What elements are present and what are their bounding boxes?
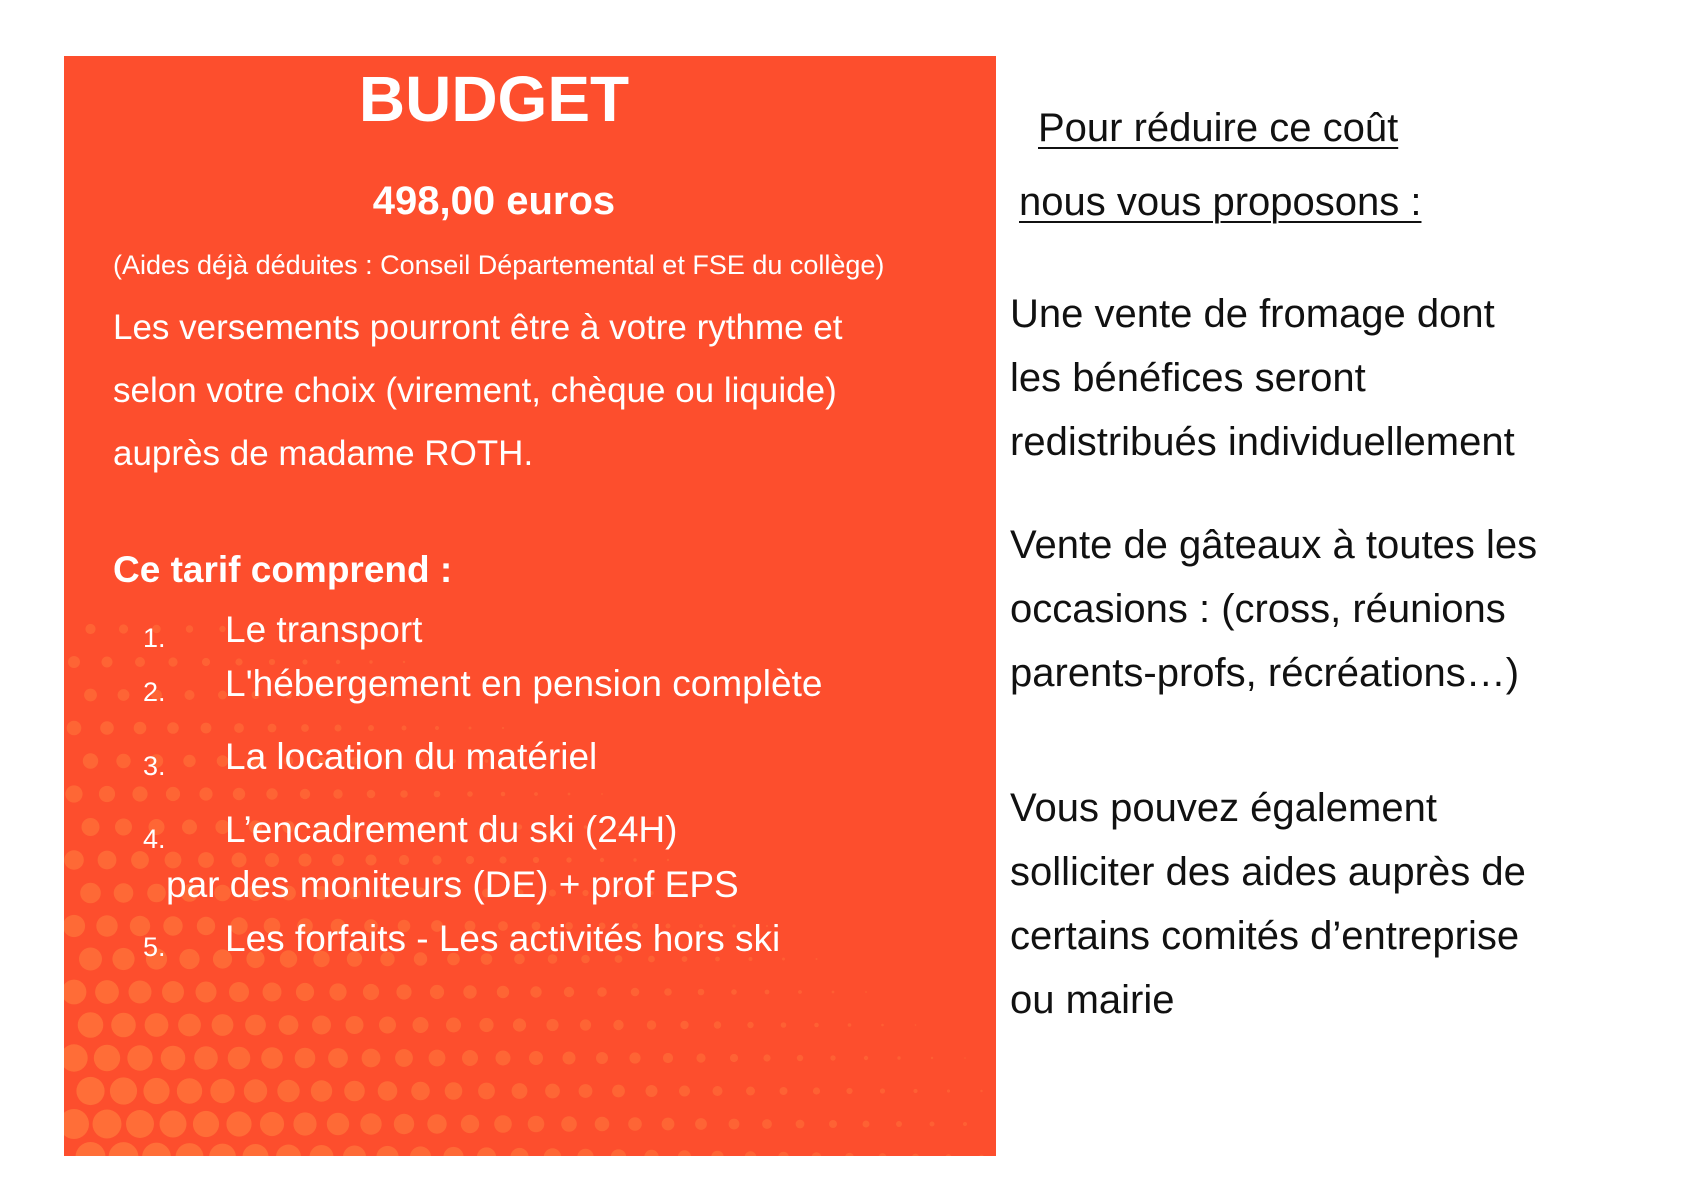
halftone-dot — [178, 1014, 201, 1037]
proposal-line: redistribués individuellement — [1010, 420, 1515, 464]
halftone-dot — [65, 785, 82, 802]
halftone-dot — [812, 1152, 822, 1156]
halftone-dot — [529, 1051, 543, 1065]
list-item: Les forfaits - Les activités hors ski — [225, 918, 781, 959]
halftone-dot — [763, 1054, 770, 1061]
halftone-dot — [163, 916, 182, 935]
halftone-dot — [429, 1050, 446, 1067]
halftone-dot — [182, 820, 197, 835]
halftone-dot — [848, 1023, 852, 1027]
halftone-dot — [980, 1090, 982, 1092]
halftone-dot — [167, 722, 179, 734]
halftone-dot — [395, 1049, 413, 1067]
halftone-dot — [445, 1082, 463, 1100]
halftone-dot — [814, 1023, 819, 1028]
halftone-dot — [566, 857, 571, 862]
halftone-dot — [478, 1083, 495, 1100]
halftone-dot — [363, 984, 379, 1000]
halftone-dot — [544, 1148, 561, 1156]
halftone-dot — [601, 793, 603, 795]
halftone-dot — [496, 1051, 511, 1066]
halftone-dot — [729, 1119, 740, 1130]
halftone-dot — [116, 754, 130, 768]
halftone-dot — [931, 1057, 933, 1059]
halftone-dot — [343, 1146, 366, 1157]
halftone-dot — [946, 1154, 952, 1156]
halftone-dot — [612, 1085, 625, 1098]
halftone-dot — [402, 726, 407, 731]
halftone-dot — [243, 1144, 269, 1156]
halftone-dot — [76, 1077, 104, 1105]
halftone-dot — [881, 1024, 884, 1027]
halftone-dot — [813, 1087, 820, 1094]
halftone-dot — [462, 1050, 478, 1066]
halftone-dot — [713, 1086, 723, 1096]
halftone-dot — [98, 851, 117, 870]
halftone-dot — [210, 1079, 234, 1103]
halftone-dot — [114, 883, 134, 903]
halftone-dot — [100, 721, 114, 735]
halftone-dot — [879, 1153, 887, 1156]
proposal-cheese-sale — [1010, 282, 1515, 474]
halftone-dot — [947, 1089, 950, 1092]
halftone-dot — [335, 725, 342, 732]
halftone-dot — [212, 1014, 234, 1036]
halftone-dot — [311, 1080, 332, 1101]
halftone-dot — [746, 1087, 755, 1096]
halftone-dot — [333, 789, 342, 798]
payment-line: auprès de madame ROTH. — [113, 434, 534, 473]
halftone-dot — [367, 790, 376, 799]
halftone-dot — [228, 1047, 251, 1070]
halftone-dot — [580, 1019, 591, 1030]
halftone-dot — [897, 1056, 900, 1059]
halftone-dot — [663, 1053, 673, 1063]
proposal-line: les bénéfices seront — [1010, 356, 1366, 400]
halftone-dot — [680, 1021, 688, 1029]
halftone-dot — [260, 1112, 284, 1136]
halftone-dot — [360, 1113, 381, 1134]
halftone-dot — [142, 1143, 171, 1156]
halftone-dot — [82, 818, 100, 836]
halftone-dot — [463, 985, 476, 998]
halftone-dot — [596, 1052, 608, 1064]
halftone-dot — [186, 625, 193, 632]
halftone-dot — [698, 989, 705, 996]
halftone-dot — [244, 1079, 267, 1102]
halftone-dot — [127, 1045, 152, 1070]
halftone-dot — [162, 981, 184, 1003]
halftone-dot — [494, 1115, 512, 1133]
payment-text — [113, 296, 843, 485]
halftone-dot — [312, 1016, 331, 1035]
halftone-dot — [628, 1117, 642, 1131]
halftone-dot — [979, 1155, 984, 1156]
halftone-dot — [467, 791, 473, 797]
halftone-dot — [199, 787, 212, 800]
halftone-dot — [564, 987, 574, 997]
halftone-dot — [745, 1151, 757, 1156]
halftone-dot — [119, 624, 128, 633]
halftone-dot — [346, 1016, 364, 1034]
halftone-dot — [434, 791, 441, 798]
proposal-line: Vente de gâteaux à toutes les — [1010, 523, 1538, 567]
halftone-dot — [446, 1018, 461, 1033]
halftone-dot — [296, 983, 314, 1001]
halftone-dot — [201, 723, 212, 734]
halftone-dot — [194, 1046, 218, 1070]
halftone-dot — [132, 786, 147, 801]
halftone-dot — [327, 1113, 349, 1135]
halftone-dot — [177, 1078, 202, 1103]
halftone-dot — [293, 1112, 316, 1135]
halftone-dot — [166, 787, 180, 801]
halftone-dot — [115, 819, 132, 836]
proposal-line: Vous pouvez également — [1010, 786, 1437, 830]
halftone-dot — [396, 984, 411, 999]
halftone-dot — [469, 727, 472, 730]
halftone-dot — [368, 725, 374, 731]
halftone-dot — [667, 859, 669, 861]
proposal-line: parents-profs, récréations…) — [1010, 651, 1520, 695]
halftone-dot — [410, 1146, 431, 1156]
halftone-dot — [546, 1019, 558, 1031]
halftone-dot — [135, 657, 145, 667]
halftone-dot — [147, 884, 166, 903]
halftone-dot — [830, 1055, 835, 1060]
halftone-dot — [696, 1053, 705, 1062]
halftone-dot — [64, 915, 85, 937]
halftone-dot — [93, 1110, 122, 1139]
halftone-dot — [376, 1146, 398, 1156]
halftone-dot — [413, 1017, 429, 1033]
halftone-dot — [96, 915, 117, 936]
halftone-dot — [379, 1017, 396, 1034]
halftone-dot — [678, 1150, 691, 1156]
halftone-dot — [79, 948, 102, 971]
halftone-dot — [499, 856, 506, 863]
halftone-dot — [233, 788, 245, 800]
list-item: La location du matériel — [225, 736, 598, 777]
halftone-dot — [310, 1145, 334, 1156]
halftone-dot — [268, 724, 277, 733]
halftone-dot — [394, 1114, 414, 1134]
halftone-dot — [477, 1147, 496, 1156]
halftone-dot — [209, 1144, 236, 1156]
halftone-dot — [613, 1020, 623, 1030]
halftone-dot — [913, 1089, 917, 1093]
halftone-dot — [865, 991, 867, 993]
halftone-dot — [185, 690, 195, 700]
halftone-dot — [479, 1018, 493, 1032]
payment-line: Les versements pourront être à votre rythme et — [113, 308, 843, 347]
halftone-dot — [780, 1087, 788, 1095]
proposal-cake-sale — [1010, 513, 1537, 705]
halftone-dot — [64, 1044, 88, 1071]
halftone-dot — [778, 1152, 789, 1156]
halftone-dot — [129, 981, 152, 1004]
halftone-dot — [68, 656, 80, 668]
halftone-dot — [533, 857, 539, 863]
halftone-dot — [261, 1047, 283, 1069]
halftone-dot — [646, 1085, 658, 1097]
halftone-dot — [110, 1077, 137, 1104]
budget-panel — [64, 56, 996, 1156]
halftone-dot — [880, 1088, 885, 1093]
halftone-dot — [461, 1115, 479, 1133]
halftone-dot — [160, 1111, 187, 1138]
halftone-dot — [863, 1121, 870, 1128]
proposal-line: certains comités d’entreprise — [1010, 914, 1520, 958]
halftone-dot — [134, 722, 147, 735]
halftone-dot — [662, 1118, 675, 1131]
halftone-dot — [179, 949, 199, 969]
halftone-dot — [95, 980, 119, 1004]
halftone-dot — [126, 1110, 154, 1138]
halftone-dot — [915, 1024, 917, 1026]
reduce-heading-line1: Pour réduire ce coût — [1038, 106, 1399, 150]
halftone-dot — [229, 982, 249, 1002]
list-item: L’encadrement du ski (24H) — [225, 809, 678, 850]
halftone-dot — [832, 991, 835, 994]
halftone-dot — [443, 1147, 463, 1156]
halftone-dot — [631, 988, 640, 997]
halftone-dot — [563, 1052, 576, 1065]
halftone-dot — [679, 1086, 690, 1097]
halftone-dot — [731, 989, 737, 995]
list-item-number: 5. — [143, 932, 166, 962]
halftone-dot — [796, 1120, 805, 1129]
proposal-line: occasions : (cross, réunions — [1010, 587, 1506, 631]
halftone-dot — [816, 958, 818, 960]
halftone-dot — [530, 986, 541, 997]
halftone-dot — [829, 1120, 837, 1128]
halftone-dot — [595, 1117, 610, 1132]
halftone-dot — [497, 986, 509, 998]
halftone-dot — [765, 990, 770, 995]
reduce-heading-line2: nous vous proposons : — [1019, 180, 1422, 224]
proposal-line: solliciter des aides auprès de — [1010, 850, 1526, 894]
halftone-dot — [730, 1054, 738, 1062]
halftone-dot — [183, 755, 195, 767]
list-item: L'hébergement en pension complète — [225, 663, 823, 704]
halftone-dot — [647, 1020, 656, 1029]
halftone-dot — [400, 790, 408, 798]
halftone-dot — [466, 856, 474, 864]
halftone-dot — [512, 1083, 528, 1099]
halftone-dot — [80, 883, 101, 904]
halftone-dot — [912, 1154, 919, 1156]
halftone-dot — [629, 1052, 640, 1063]
halftone-dot — [226, 1111, 251, 1136]
halftone-dot — [502, 727, 504, 729]
list-item-continuation: par des moniteurs (DE) + prof EPS — [166, 864, 739, 905]
halftone-dot — [83, 753, 98, 768]
halftone-dot — [102, 657, 113, 668]
halftone-dot — [797, 1055, 803, 1061]
halftone-dot — [99, 786, 115, 802]
halftone-dot — [644, 1150, 658, 1156]
budget-amount: 498,00 euros — [372, 179, 616, 223]
proposal-line: ou mairie — [1010, 978, 1175, 1022]
halftone-dot — [109, 1142, 139, 1156]
halftone-dot — [112, 948, 134, 970]
halftone-dot — [427, 1114, 446, 1133]
halftone-dot — [94, 1045, 120, 1071]
halftone-dot — [513, 1018, 526, 1031]
halftone-dot — [846, 1088, 852, 1094]
halftone-dot — [695, 1118, 707, 1130]
halftone-dot — [202, 658, 210, 666]
halftone-dot — [301, 724, 309, 732]
halftone-dot — [930, 1122, 935, 1127]
halftone-dot — [611, 1149, 626, 1156]
list-item-number: 1. — [143, 623, 166, 653]
list-item-number: 2. — [143, 677, 166, 707]
halftone-dot — [145, 1013, 169, 1037]
halftone-dot — [577, 1149, 593, 1156]
halftone-dot — [64, 980, 86, 1005]
proposal-line: Une vente de fromage dont — [1010, 292, 1495, 336]
halftone-dot — [328, 1048, 348, 1068]
list-item: Le transport — [225, 609, 423, 650]
halftone-dot — [963, 1122, 967, 1126]
halftone-dot — [534, 792, 538, 796]
halftone-dot — [197, 917, 215, 935]
halftone-dot — [196, 982, 217, 1003]
halftone-dot — [263, 983, 282, 1002]
halftone-dot — [845, 1153, 854, 1156]
halftone-dot — [111, 1013, 136, 1038]
budget-title: BUDGET — [358, 63, 630, 135]
halftone-dot — [84, 689, 97, 702]
halftone-dot — [234, 723, 244, 733]
halftone-dot — [64, 1109, 89, 1139]
halftone-dot — [300, 789, 310, 799]
halftone-dot — [561, 1116, 577, 1132]
halftone-dot — [161, 1046, 186, 1071]
halftone-dot — [782, 958, 785, 961]
halftone-dot — [344, 1081, 365, 1102]
halftone-dot — [501, 792, 506, 797]
halftone-dot — [579, 1084, 593, 1098]
payment-line: selon votre choix (virement, chèque ou liquide) — [113, 371, 837, 410]
halftone-dot — [568, 793, 571, 796]
halftone-dot — [245, 1015, 266, 1036]
halftone-dot — [143, 1078, 169, 1104]
halftone-dot — [711, 1151, 724, 1156]
halftone-dot — [378, 1081, 398, 1101]
includes-heading: Ce tarif comprend : — [113, 549, 453, 590]
halftone-dot — [435, 726, 439, 730]
halftone-dot — [329, 983, 346, 1000]
halftone-dot — [762, 1119, 772, 1129]
halftone-dot — [600, 858, 604, 862]
halftone-dot — [67, 721, 82, 736]
halftone-dot — [545, 1084, 560, 1099]
halftone-dot — [266, 788, 277, 799]
halftone-dot — [295, 1048, 316, 1069]
halftone-dot — [664, 988, 672, 996]
halftone-dot — [964, 1057, 966, 1059]
halftone-dot — [781, 1022, 787, 1028]
halftone-dot — [276, 1145, 301, 1157]
halftone-dot — [277, 1080, 299, 1102]
halftone-dot — [597, 987, 607, 997]
halftone-dot — [896, 1121, 902, 1127]
halftone-dot — [168, 657, 177, 666]
proposal-aid-request — [1010, 776, 1526, 1032]
halftone-dot — [714, 1021, 721, 1028]
halftone-dot — [76, 1142, 106, 1156]
halftone-dot — [430, 985, 444, 999]
halftone-dot — [633, 858, 636, 861]
halftone-dot — [411, 1082, 430, 1101]
list-item-number: 3. — [143, 751, 166, 781]
halftone-dot — [510, 1148, 528, 1156]
halftone-dot — [864, 1056, 868, 1060]
halftone-dot — [78, 1012, 104, 1038]
halftone-dot — [279, 1015, 299, 1035]
halftone-dot — [118, 689, 130, 701]
halftone-dot — [528, 1116, 545, 1133]
halftone-dot — [798, 990, 802, 994]
halftone-dot — [193, 1111, 219, 1137]
halftone-dot — [64, 850, 84, 870]
halftone-dot — [176, 1143, 204, 1156]
budget-note: (Aides déjà déduites : Conseil Départemental et FSE du collège) — [113, 250, 885, 280]
halftone-dot — [362, 1049, 381, 1068]
halftone-dot — [85, 624, 95, 634]
list-item-number: 4. — [143, 824, 166, 854]
halftone-dot — [747, 1022, 753, 1028]
